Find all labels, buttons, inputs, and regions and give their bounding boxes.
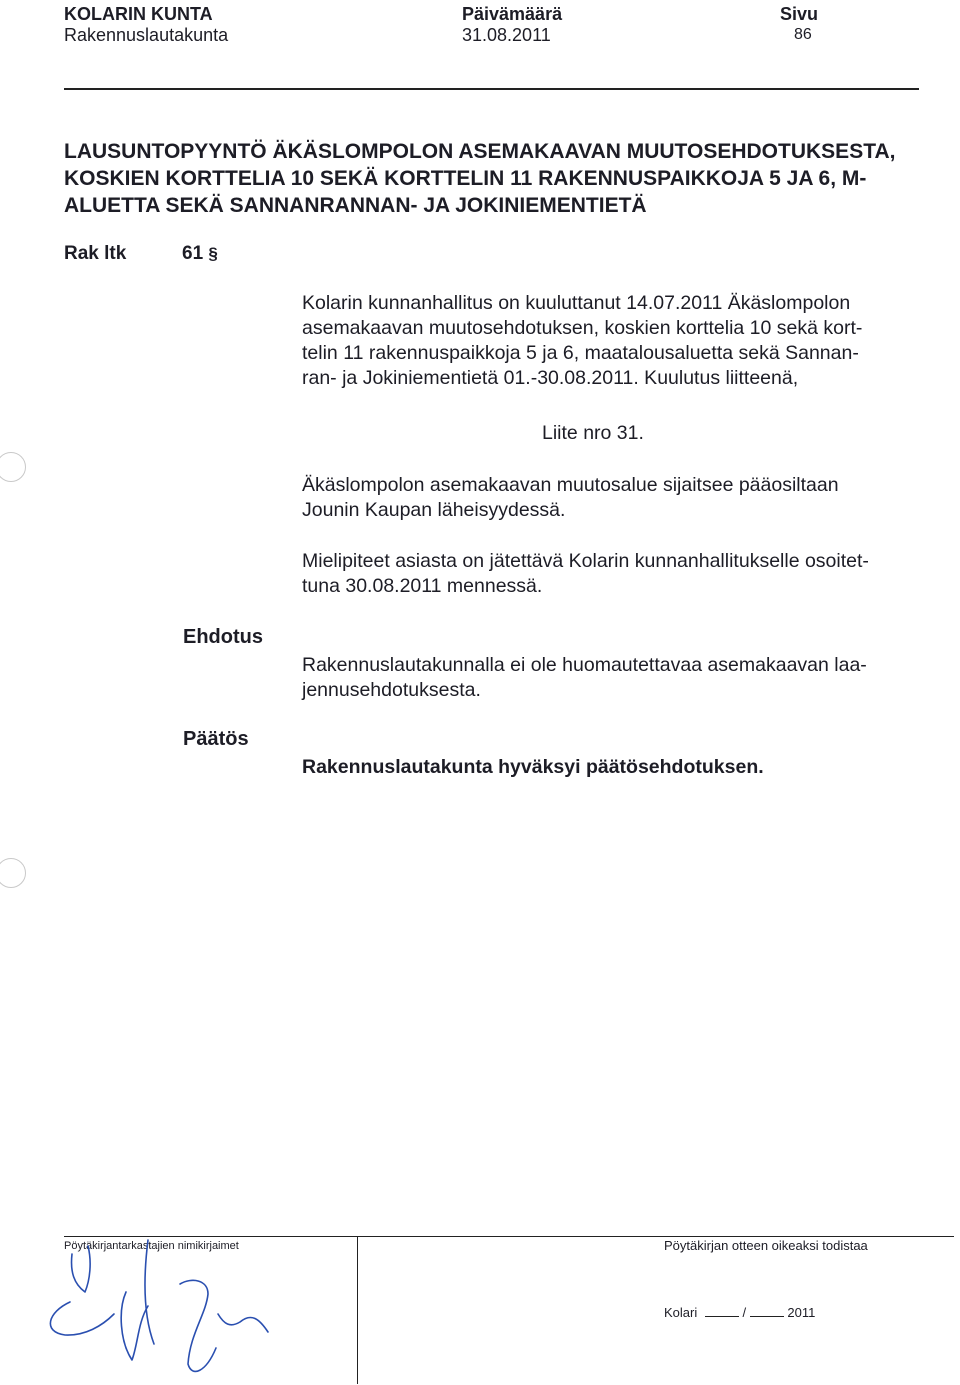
decision-text: Rakennuslautakunta hyväksyi päätösehdotuksen. xyxy=(302,756,764,778)
title-line: LAUSUNTOPYYNTÖ ÄKÄSLOMPOLON ASEMAKAAVAN MUUTOSEHDOTUKSESTA, xyxy=(64,140,896,163)
initial-stroke xyxy=(50,1302,114,1335)
document-title xyxy=(64,138,944,219)
paragraph-line: asemakaavan muutosehdotuksen, koskien korttelia 10 sekä kort- xyxy=(302,317,863,339)
initials-signature xyxy=(30,1232,330,1382)
initial-stroke xyxy=(180,1280,216,1371)
certify-label: Pöytäkirjan otteen oikeaksi todistaa xyxy=(664,1238,868,1253)
paragraph-line: Kolarin kunnanhallitus on kuuluttanut 14.07.2011 Äkäslompolon xyxy=(302,292,851,314)
punch-hole-bottom xyxy=(0,858,26,888)
paragraph-line: tuna 30.08.2011 mennessä. xyxy=(302,575,543,597)
initial-stroke xyxy=(121,1292,148,1360)
paragraph-opinions xyxy=(302,549,952,599)
day-blank xyxy=(705,1316,739,1317)
certify-date-line xyxy=(664,1305,815,1320)
section-symbol: § xyxy=(208,244,218,263)
decision-label: Päätös xyxy=(183,728,249,750)
header-page-label: Sivu xyxy=(780,4,819,24)
header-date-label: Päivämäärä xyxy=(462,4,563,24)
paragraph-line: Mielipiteet asiasta on jätettävä Kolarin kunnanhallitukselle osoitet- xyxy=(302,550,869,572)
paragraph-line: Jounin Kaupan läheisyydessä. xyxy=(302,499,566,521)
initial-stroke xyxy=(72,1246,91,1292)
initial-stroke xyxy=(145,1240,154,1344)
title-line: KOSKIEN KORTTELIA 10 SEKÄ KORTTELIN 11 RAKENNUSPAIKKOJA 5 JA 6, M- xyxy=(64,167,867,190)
punch-hole-top xyxy=(0,452,26,482)
title-line: ALUETTA SEKÄ SANNANRANNAN- JA JOKINIEMENTIETÄ xyxy=(64,194,647,217)
paragraph-location xyxy=(302,473,952,523)
footer-divider xyxy=(357,1236,358,1384)
header-date-value: 31.08.2011 xyxy=(462,25,551,45)
paragraph-announcement xyxy=(302,291,952,391)
attachment-reference: Liite nro 31. xyxy=(542,422,644,444)
date-separator: / xyxy=(742,1305,747,1320)
checkers-label: Pöytäkirjantarkastajien nimikirjaimet xyxy=(64,1240,239,1252)
paragraph-line: Rakennuslautakunnalla ei ole huomautettavaa asemakaavan laa- xyxy=(302,654,867,676)
section-number-value: 61 xyxy=(182,243,204,264)
section-number xyxy=(182,243,218,265)
header-dept: Rakennuslautakunta xyxy=(64,25,229,45)
paragraph-line: jennusehdotuksesta. xyxy=(302,679,481,701)
section-label: Rak ltk xyxy=(64,243,127,264)
paragraph-line: telin 11 rakennuspaikkoja 5 ja 6, maatalousaluetta sekä Sannan- xyxy=(302,342,859,364)
certify-year: 2011 xyxy=(787,1305,816,1320)
proposal-text xyxy=(302,653,952,703)
paragraph-line: ran- ja Jokiniementietä 01.-30.08.2011. Kuulutus liitteenä, xyxy=(302,367,799,389)
paragraph-line: Äkäslompolon asemakaavan muutosalue sijaitsee pääosiltaan xyxy=(302,474,839,496)
initial-stroke xyxy=(218,1314,268,1332)
proposal-label: Ehdotus xyxy=(183,626,263,648)
certify-place: Kolari xyxy=(664,1305,698,1320)
header-rule xyxy=(64,88,919,90)
month-blank xyxy=(750,1316,784,1317)
header-page-value: 86 xyxy=(794,26,812,43)
header-org: KOLARIN KUNTA xyxy=(64,4,213,24)
